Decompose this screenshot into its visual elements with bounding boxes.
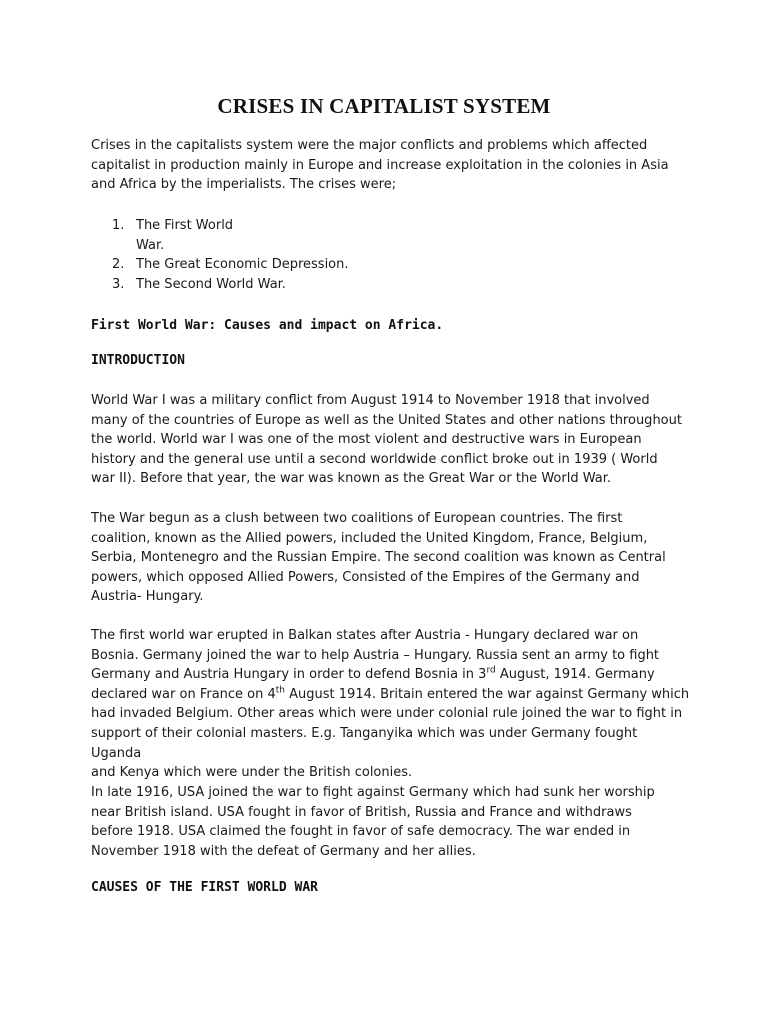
line-text: declared war on France on 4 bbox=[91, 686, 276, 702]
paragraph-1 bbox=[91, 391, 691, 489]
paragraph-2 bbox=[91, 509, 691, 607]
list-text: War. bbox=[136, 237, 165, 253]
intro-paragraph bbox=[91, 136, 691, 195]
paragraph-3 bbox=[91, 626, 691, 783]
paragraph-line: had invaded Belgium. Other areas which were under colonial rule joined the war to fight in bbox=[91, 706, 683, 722]
paragraph-line: near British island. USA fought in favor of British, Russia and France and withdraws bbox=[91, 804, 632, 820]
paragraph-line: war II). Before that year, the war was known as the Great War or the World War. bbox=[91, 471, 611, 487]
list-number: 3. bbox=[112, 276, 125, 292]
list-text: The Second World War. bbox=[136, 276, 286, 292]
causes-heading: CAUSES OF THE FIRST WORLD WAR bbox=[91, 880, 318, 895]
section-heading: First World War: Causes and impact on Africa. bbox=[91, 318, 444, 333]
paragraph-line bbox=[91, 665, 691, 685]
list-item bbox=[91, 216, 349, 255]
paragraph-line: Austria- Hungary. bbox=[91, 589, 204, 605]
ordinal-suffix: rd bbox=[486, 665, 496, 676]
paragraph-line: In late 1916, USA joined the war to fight against Germany which had sunk her worship bbox=[91, 785, 655, 800]
line-text: August, 1914. Germany bbox=[495, 667, 655, 683]
paragraph-line: November 1918 with the defeat of Germany and her allies. bbox=[91, 843, 476, 859]
list-number: 2. bbox=[112, 257, 125, 273]
paragraph-line: history and the general use until a second worldwide conflict broke out in 1939 ( World bbox=[91, 451, 658, 467]
list-item bbox=[91, 275, 349, 295]
list-number: 1. bbox=[112, 218, 125, 233]
paragraph-line: before 1918. USA claimed the fought in favor of safe democracy. The war ended in bbox=[91, 824, 631, 840]
paragraph-line: the world. World war I was one of the most violent and destructive wars in European bbox=[91, 432, 642, 448]
ordinal-suffix: th bbox=[275, 685, 286, 696]
line-text: August 1914. Britain entered the war against Germany which bbox=[285, 686, 690, 702]
paragraph-line: coalition, known as the Allied powers, included the United Kingdom, France, Belgium, bbox=[91, 530, 648, 546]
list-text: The First World bbox=[136, 218, 234, 233]
paragraph-line bbox=[91, 685, 691, 705]
document-title: CRISES IN CAPITALIST SYSTEM bbox=[217, 94, 551, 118]
paragraph-line: Bosnia. Germany joined the war to help Austria – Hungary. Russia sent an army to fight bbox=[91, 647, 660, 663]
paragraph-line: Serbia, Montenegro and the Russian Empire. The second coalition was known as Central bbox=[91, 550, 666, 566]
intro-line: Crises in the capitalists system were the major conflicts and problems which affected bbox=[91, 138, 648, 153]
paragraph-4 bbox=[91, 783, 691, 861]
introduction-heading: INTRODUCTION bbox=[91, 353, 185, 368]
paragraph-line: support of their colonial masters. E.g. Tanganyika which was under Germany fought Uganda bbox=[91, 725, 638, 761]
paragraph-line: The War begun as a clush between two coalitions of European countries. The first bbox=[91, 511, 623, 526]
paragraph-line: powers, which opposed Allied Powers, Consisted of the Empires of the Germany and bbox=[91, 569, 640, 585]
paragraph-line: and Kenya which were under the British colonies. bbox=[91, 765, 413, 781]
intro-line: and Africa by the imperialists. The crises were; bbox=[91, 177, 397, 193]
list-item bbox=[91, 255, 349, 275]
intro-line: capitalist in production mainly in Europe and increase exploitation in the colonies in Asia bbox=[91, 157, 669, 173]
paragraph-line: many of the countries of Europe as well as the United States and other nations throughout bbox=[91, 412, 682, 428]
line-text: Germany and Austria Hungary in order to defend Bosnia in 3 bbox=[91, 667, 487, 683]
paragraph-line: The first world war erupted in Balkan states after Austria - Hungary declared war on bbox=[91, 628, 639, 643]
list-text: The Great Economic Depression. bbox=[136, 257, 349, 273]
crises-list bbox=[91, 216, 349, 294]
paragraph-line: World War I was a military conflict from August 1914 to November 1918 that involved bbox=[91, 393, 650, 408]
